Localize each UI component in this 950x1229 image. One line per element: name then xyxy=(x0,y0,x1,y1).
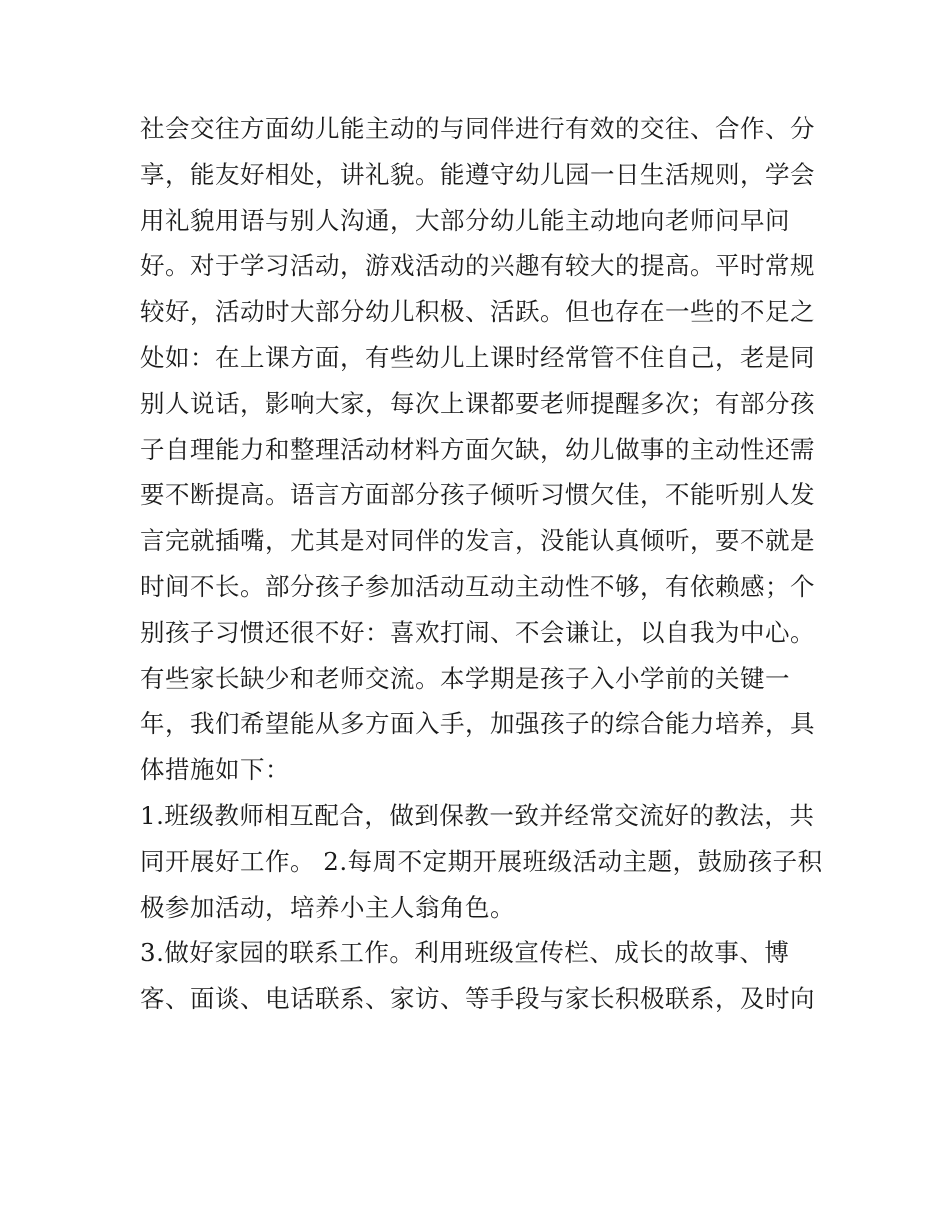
text-line: 子自理能力和整理活动材料方面欠缺，幼儿做事的主动性还需 xyxy=(140,434,815,464)
text-line: 有些家长缺少和老师交流。本学期是孩子入小学前的关键一 xyxy=(140,663,790,693)
text-line: 别孩子习惯还很不好：喜欢打闹、不会谦让，以自我为中心。 xyxy=(140,617,815,647)
text-line: 时间不长。部分孩子参加活动互动主动性不够，有依赖感；个 xyxy=(140,571,815,601)
text-line: 客、面谈、电话联系、家访、等手段与家长积极联系，及时向 xyxy=(140,984,815,1014)
text-line: 好。对于学习活动，游戏活动的兴趣有较大的提高。平时常规 xyxy=(140,251,815,281)
text-line: 处如：在上课方面，有些幼儿上课时经常管不住自己，老是同 xyxy=(140,342,815,372)
text-line: 同开展好工作。 2.每周不定期开展班级活动主题，鼓励孩子积 xyxy=(140,846,823,876)
text-line: 要不断提高。语言方面部分孩子倾听习惯欠佳，不能听别人发 xyxy=(140,480,815,510)
text-line: 极参加活动，培养小主人翁角色。 xyxy=(140,892,515,922)
text-line: 享，能友好相处，讲礼貌。能遵守幼儿园一日生活规则，学会 xyxy=(140,159,815,189)
text-line: 1.班级教师相互配合，做到保教一致并经常交流好的教法，共 xyxy=(140,800,815,830)
text-line: 社会交往方面幼儿能主动的与同伴进行有效的交往、合作、分 xyxy=(140,114,815,143)
text-line: 年，我们希望能从多方面入手，加强孩子的综合能力培养，具 xyxy=(140,709,815,739)
text-line: 言完就插嘴，尤其是对同伴的发言，没能认真倾听，要不就是 xyxy=(140,526,815,556)
text-line: 较好，活动时大部分幼儿积极、活跃。但也存在一些的不足之 xyxy=(140,297,815,327)
body-text xyxy=(140,106,823,1022)
text-line: 3.做好家园的联系工作。利用班级宣传栏、成长的故事、博 xyxy=(140,938,790,968)
text-line: 用礼貌用语与别人沟通，大部分幼儿能主动地向老师问早问 xyxy=(140,205,790,235)
text-line: 别人说话，影响大家，每次上课都要老师提醒多次；有部分孩 xyxy=(140,388,815,418)
text-line: 体措施如下： xyxy=(140,755,290,785)
